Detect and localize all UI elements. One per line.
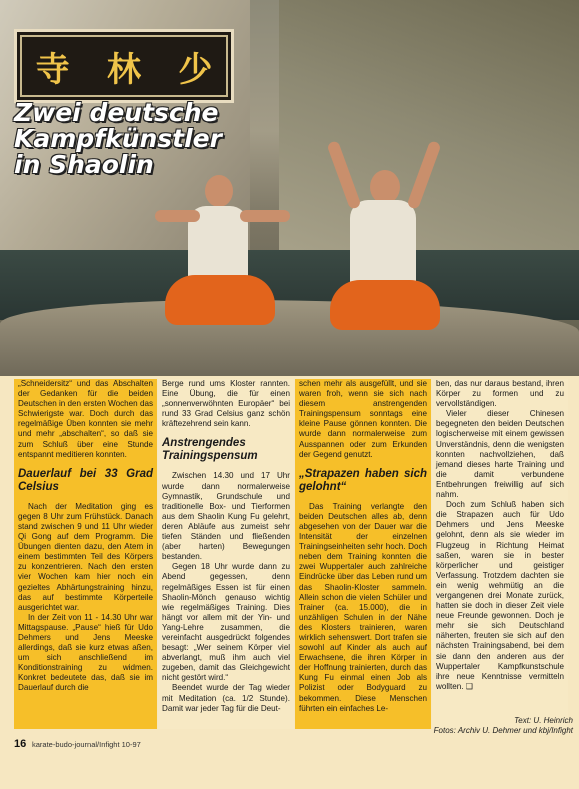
text-column-2 <box>158 379 294 729</box>
article-body <box>14 379 568 729</box>
sign-char-2: 林 <box>106 49 141 90</box>
page-number: 16 <box>14 738 27 750</box>
paragraph: In der Zeit von 11 - 14.30 Uhr war Mittagspause. „Pause“ hieß für Udo Dehmers und Jens Meeske allerdings, daß sie kurz etwas aßen, um sich anschließend im Konditionstraining zu widmen. Konkret bedeutete das, daß sie im Dauerlauf durch die <box>18 612 153 693</box>
paragraph: Beendet wurde der Tag wieder mit Meditation (ca. 1/2 Stunde). Damit war jeder Tag für die Deut- <box>162 683 290 713</box>
paragraph: ben, das nur daraus bestand, ihren Körper zu formen und zu vervollständigen. <box>436 379 564 409</box>
paragraph: Berge rund ums Kloster rannten. Eine Übung, die für einen „sonnenverwöhnten Europäer“ bei rund 33 Grad Celsius ganz schön kräftezehrend sein kann. <box>162 379 290 429</box>
cliff-right <box>279 0 579 260</box>
text-column-1 <box>14 379 157 729</box>
paragraph: schen mehr als ausgefüllt, und sie waren froh, wenn sie sich nach diesem anstrengenden Trainingspensum sonntags eine kleine Pause gönnen konnten. Die wurde dann normalerweise zum Ausspannen oder zum Erkunden der Gegend genutzt. <box>299 379 427 459</box>
text-column-3 <box>295 379 431 729</box>
paragraph: Nach der Meditation ging es gegen 8 Uhr zum Frühstück. Danach stand zwischen 9 und 11 Uhr wieder Qi Gong auf dem Programm. Die Übungen dienten dazu, den Atem in einem bestimmten Teil des Körpers zu konzentrieren. Nach den ersten vier Wochen kam hier noch ein gezieltes Abhärtungstraining hinzu, das auf bestimmte Körperteile ausgerichtet war. <box>18 501 153 612</box>
paragraph: Vieler dieser Chinesen begegneten den beiden Deutschen logischerweise mit einem gewissen Unverständnis, denn die wenigsten konnten nachvollziehen, daß jemand dieses harte Training und die damit verbundene Entbehrungen freiwillig auf sich nahm. <box>436 409 564 500</box>
photos-credit: Fotos: Archiv U. Dehmer und kbj/Infight <box>433 726 573 735</box>
paragraph: Das Training verlangte den beiden Deutschen alles ab, denn abgesehen von der Dauer war die Intensität der einzelnen Trainingseinheiten sehr hoch. Doch neben dem Training konnten die zwei Wuppertaler auch zahlreiche Eindrücke über das Leben rund um das Shaolin-Kloster sammeln. Allein schon die vielen Schüler und Trainer (ca. 15.000), die in unzähligen Schulen in der Nähe des Klosters trainieren, waren wirklich sehenswert. Dort trafen sie sowohl auf Kinder als auch auf Erwachsene, die ihren Körper in der Hoffnung trainierten, durch das Kung Fu einmal einen Job als Polizist oder Bodyguard zu bekommen. Diese Menschen führten ein einfaches Le- <box>299 501 427 713</box>
text-credit: Text: U. Heinrich <box>514 716 573 725</box>
paragraph: Doch zum Schluß haben sich die Strapazen auch für Udo Dehmers und Jens Meeske gelohnt, denn als sie wieder im Flugzeug in Richtung Heimat saßen, waren sie in bester körperlicher und geistiger Verfassung. Trotzdem dachten sie ein wenig wehmütig an die vergangenen drei Monate zurück, hatten sie doch in dieser Zeit viele neue Freunde gewonnen. Doch je mehr sie sich Deutschland näherten, freuten sie sich auf den nächsten Trainingsabend, bei dem sie dann den anderen aus der Wuppertaler Kampfkunstschule ihre neue Kenntnisse vermitteln wollten. ❑ <box>436 500 564 691</box>
paragraph: „Schneidersitz“ und das Abschalten der Gedanken für die beiden Deutschen in den ersten Wochen das Schwierigste war. Doch durch das regelmäßige Üben konnten sie mehr und mehr „abschalten“, so daß sie zum Schluß über eine Stunde entspannt meditieren konnten. <box>18 379 153 459</box>
sign-char-1: 寺 <box>35 49 70 90</box>
headline-line-3: in Shaolin <box>14 150 154 179</box>
headline-line-1: Zwei deutsche <box>14 98 219 127</box>
photo-credit <box>423 716 573 736</box>
subheading: „Strapazen haben sich gelohnt“ <box>299 467 427 493</box>
text-column-4 <box>432 379 568 729</box>
headline-line-2: Kampfkünstler <box>14 124 222 153</box>
paragraph: Gegen 18 Uhr wurde dann zu Abend gegessen, denn regelmäßiges Essen ist für einen Shaolin-Mönch genauso wichtig wie regelmäßiges Training. Dies hängt vor allem mit der Yin- und Yang-Lehre zusammen, die vereinfacht ausgedrückt folgendes besagt: „Wer seinem Körper viel abverlangt, muß ihm auch viel zugeben, damit das Gleichgewicht nicht gestört wird.“ <box>162 562 290 683</box>
shaolin-sign <box>14 29 234 103</box>
subheading: Dauerlauf bei 33 Grad Celsius <box>18 467 153 493</box>
subheading: Anstrengendes Trainingspensum <box>162 437 258 463</box>
rock-ledge <box>0 300 579 376</box>
publication-title: karate-budo-journal/Infight 10-97 <box>32 740 141 749</box>
paragraph: Zwischen 14.30 und 17 Uhr wurde dann normalerweise Gymnastik, Grundschule und traditionelle Box- und Tierformen aus dem Shaolin Kung Fu gelehrt, deren Abläufe aus zumeist sehr tiefen Ständen und fließenden (aber harten) Bewegungen bestanden. <box>162 471 290 562</box>
sign-char-3: 少 <box>178 49 213 90</box>
article-headline <box>14 100 294 178</box>
